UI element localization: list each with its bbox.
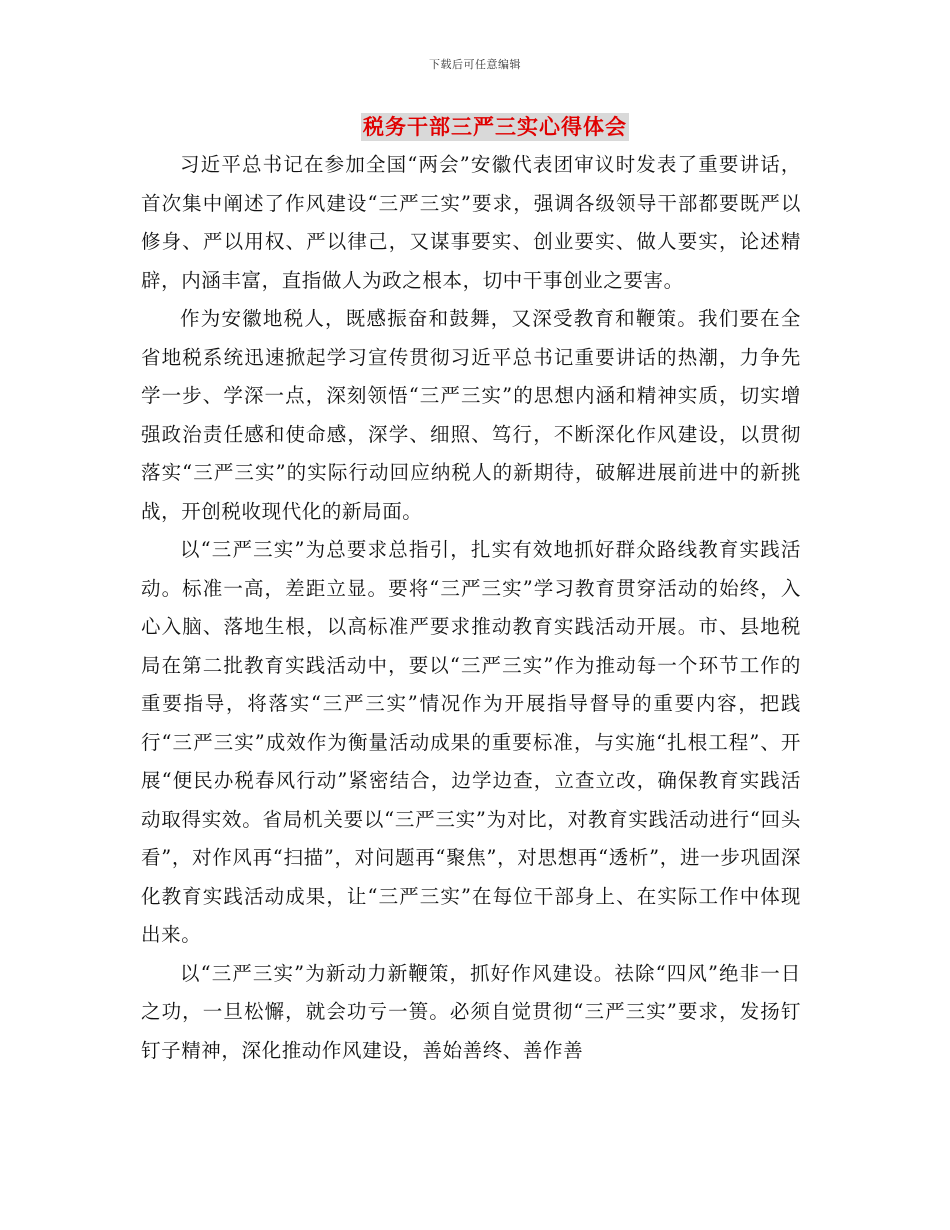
- paragraph-4: 以“三严三实”为新动力新鞭策，抓好作风建设。祛除“四风”绝非一日之功，一旦松懈，就会功亏一篑。必须自觉贯彻“三严三实”要求，发扬钉钉子精神，深化推动作风建设，善始善终、善作善: [141, 961, 801, 1062]
- paragraph-2: 作为安徽地税人，既感振奋和鼓舞，又深受教育和鞭策。我们要在全省地税系统迅速掀起学习宣传贯彻习近平总书记重要讲话的热潮，力争先学一步、学深一点，深刻领悟“三严三实”的思想内涵和精神实质，切实增强政治责任感和使命感，深学、细照、笃行，不断深化作风建设，以贯彻落实“三严三实”的实际行动回应纳税人的新期待，破解进展前进中的新挑战，开创税收现代化的新局面。: [141, 307, 801, 523]
- paragraph-3: 以“三严三实”为总要求总指引，扎实有效地抓好群众路线教育实践活动。标准一高，差距立显。要将“三严三实”学习教育贯穿活动的始终，入心入脑、落地生根，以高标准严要求推动教育实践活动开展。市、县地税局在第二批教育实践活动中，要以“三严三实”作为推动每一个环节工作的重要指导，将落实“三严三实”情况作为开展指导督导的重要内容，把践行“三严三实”成效作为衡量活动成果的重要标准，与实施“扎根工程”、开展“便民办税春风行动”紧密结合，边学边查，立查立改，确保教育实践活动取得实效。省局机关要以“三严三实”为对比，对教育实践活动进行“回头看”，对作风再“扫描”，对问题再“聚焦”，对思想再“透析”，进一步巩固深化教育实践活动成果，让“三严三实”在每位干部身上、在实际工作中体现出来。: [141, 538, 801, 946]
- header-note: 下载后可任意编辑: [429, 58, 521, 71]
- document-body: [141, 146, 801, 1070]
- paragraph-1: 习近平总书记在参加全国“两会”安徽代表团审议时发表了重要讲话，首次集中阐述了作风建设“三严三实”要求，强调各级领导干部都要既严以修身、严以用权、严以律己，又谋事要实、创业要实、做人要实，论述精辟，内涵丰富，直指做人为政之根本，切中干事创业之要害。: [141, 153, 801, 292]
- document-title: 税务干部三严三实心得体会: [363, 115, 627, 139]
- title-container: [0, 113, 950, 141]
